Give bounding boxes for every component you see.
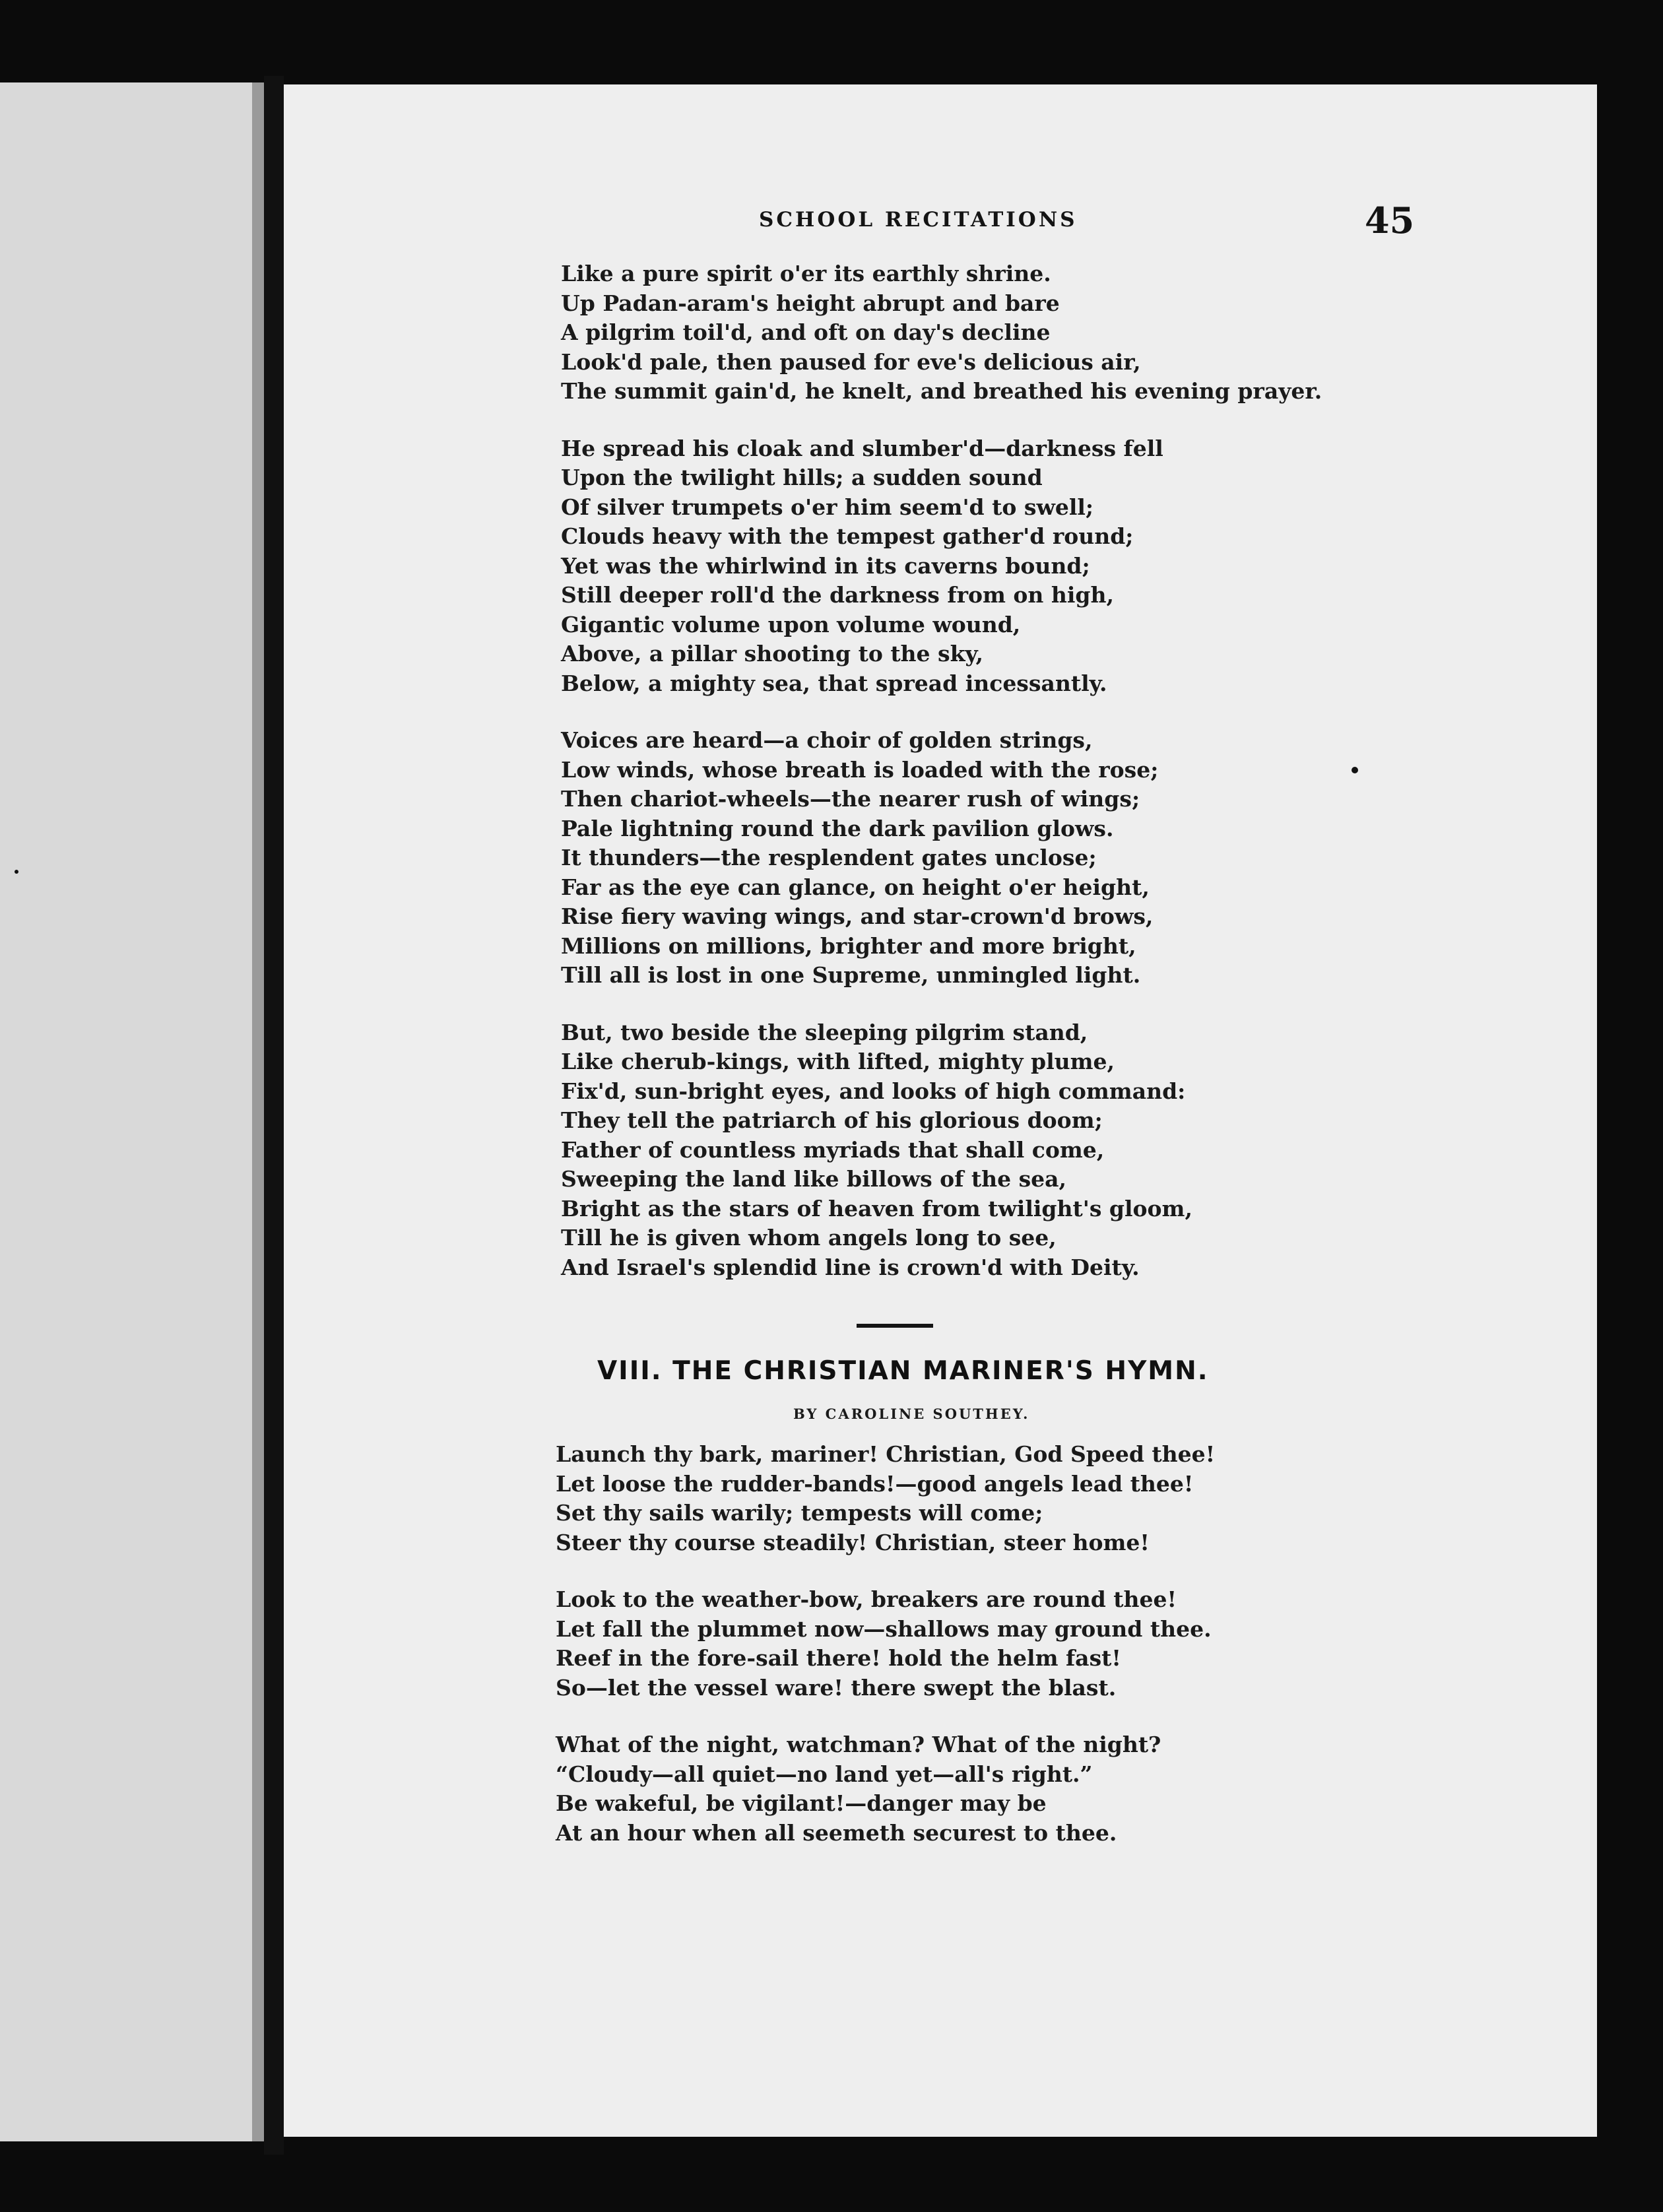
verse-line: Look'd pale, then paused for eve's delicious air, xyxy=(561,348,1141,375)
verse-line: What of the night, watchman? What of the night? xyxy=(556,1732,1161,1757)
section-divider xyxy=(857,1324,933,1328)
verse-line: Of silver trumpets o'er him seem'd to swell; xyxy=(561,494,1094,520)
verse-line: Sweeping the land like billows of the sea, xyxy=(561,1166,1067,1192)
verse-line: Upon the twilight hills; a sudden sound xyxy=(561,465,1043,490)
stanza xyxy=(556,1440,1447,1557)
verse-line: A pilgrim toil'd, and oft on day's decline xyxy=(561,319,1051,345)
stanza xyxy=(561,1018,1452,1283)
verse-line: “Cloudy—all quiet—no land yet—all's right.” xyxy=(556,1761,1093,1787)
verse-line: Set thy sails warily; tempests will come; xyxy=(556,1500,1043,1526)
verse-line: Gigantic volume upon volume wound, xyxy=(561,611,1021,637)
verse-line: They tell the patriarch of his glorious doom; xyxy=(561,1107,1103,1133)
verse-line: Reef in the fore-sail there! hold the helm fast! xyxy=(556,1645,1121,1671)
verse-line: Fix'd, sun-bright eyes, and looks of high command: xyxy=(561,1078,1186,1104)
verse-line: Low winds, whose breath is loaded with the rose; xyxy=(561,756,1159,783)
verse-line: Let fall the plummet now—shallows may ground thee. xyxy=(556,1615,1212,1642)
page-number: 45 xyxy=(1365,199,1415,242)
verse-line: Look to the weather-bow, breakers are round thee! xyxy=(556,1586,1177,1612)
verse-line: Rise fiery waving wings, and star-crown'd brows, xyxy=(561,903,1154,929)
verse-line: Let loose the rudder-bands!—good angels lead thee! xyxy=(556,1470,1194,1497)
verse-line: Launch thy bark, mariner! Christian, God Speed thee! xyxy=(556,1441,1216,1467)
book-gutter xyxy=(264,76,284,2155)
verse-line: Above, a pillar shooting to the sky, xyxy=(561,641,983,667)
verse-line: But, two beside the sleeping pilgrim stand, xyxy=(561,1019,1088,1045)
stanza xyxy=(561,259,1452,407)
stanza xyxy=(561,726,1452,991)
stanza xyxy=(561,434,1452,699)
left-page-fold xyxy=(252,82,264,2141)
author-byline: BY CAROLINE SOUTHEY. xyxy=(793,1406,1030,1422)
verse-line: He spread his cloak and slumber'd—darkness fell xyxy=(561,435,1163,461)
verse-line: Father of countless myriads that shall come, xyxy=(561,1136,1105,1163)
section-title: VIII. THE CHRISTIAN MARINER'S HYMN. xyxy=(597,1356,1209,1386)
verse-line: It thunders—the resplendent gates unclose; xyxy=(561,845,1097,870)
verse-line: Millions on millions, brighter and more bright, xyxy=(561,932,1136,959)
stanza xyxy=(556,1585,1447,1703)
stanza xyxy=(556,1730,1447,1848)
verse-line: Bright as the stars of heaven from twilight's gloom, xyxy=(561,1195,1192,1221)
verse-line: Till all is lost in one Supreme, unmingled light. xyxy=(561,962,1141,988)
verse-line: And Israel's splendid line is crown'd with Deity. xyxy=(561,1254,1140,1280)
left-page-edge xyxy=(0,82,264,2141)
verse-line: Till he is given whom angels long to see, xyxy=(561,1225,1057,1251)
running-title: SCHOOL RECITATIONS xyxy=(759,208,1078,232)
verse-line: The summit gain'd, he knelt, and breathed his evening prayer. xyxy=(561,378,1322,404)
verse-line: Yet was the whirlwind in its caverns bound; xyxy=(561,552,1090,579)
verse-line: Pale lightning round the dark pavilion glows. xyxy=(561,815,1114,841)
verse-line: Up Padan-aram's height abrupt and bare xyxy=(561,290,1060,316)
verse-line: Below, a mighty sea, that spread incessantly. xyxy=(561,670,1107,696)
verse-line: Clouds heavy with the tempest gather'd round; xyxy=(561,523,1134,549)
verse-line: Be wakeful, be vigilant!—danger may be xyxy=(556,1790,1047,1816)
verse-line: Steer thy course steadily! Christian, steer home! xyxy=(556,1529,1150,1555)
verse-line: Far as the eye can glance, on height o'er height, xyxy=(561,874,1150,900)
verse-line: Like a pure spirit o'er its earthly shrine. xyxy=(561,261,1051,286)
verse-line: Voices are heard—a choir of golden strings, xyxy=(561,727,1093,753)
verse-line: Still deeper roll'd the darkness from on high, xyxy=(561,582,1114,608)
verse-line: Then chariot-wheels—the nearer rush of wings; xyxy=(561,786,1140,812)
ink-speck xyxy=(15,870,18,874)
verse-line: Like cherub-kings, with lifted, mighty plume, xyxy=(561,1049,1115,1074)
verse-line: At an hour when all seemeth securest to thee. xyxy=(556,1819,1117,1846)
poem-continued xyxy=(561,259,1452,1310)
verse-line: So—let the vessel ware! there swept the blast. xyxy=(556,1674,1117,1701)
hymn-text xyxy=(556,1440,1447,1875)
